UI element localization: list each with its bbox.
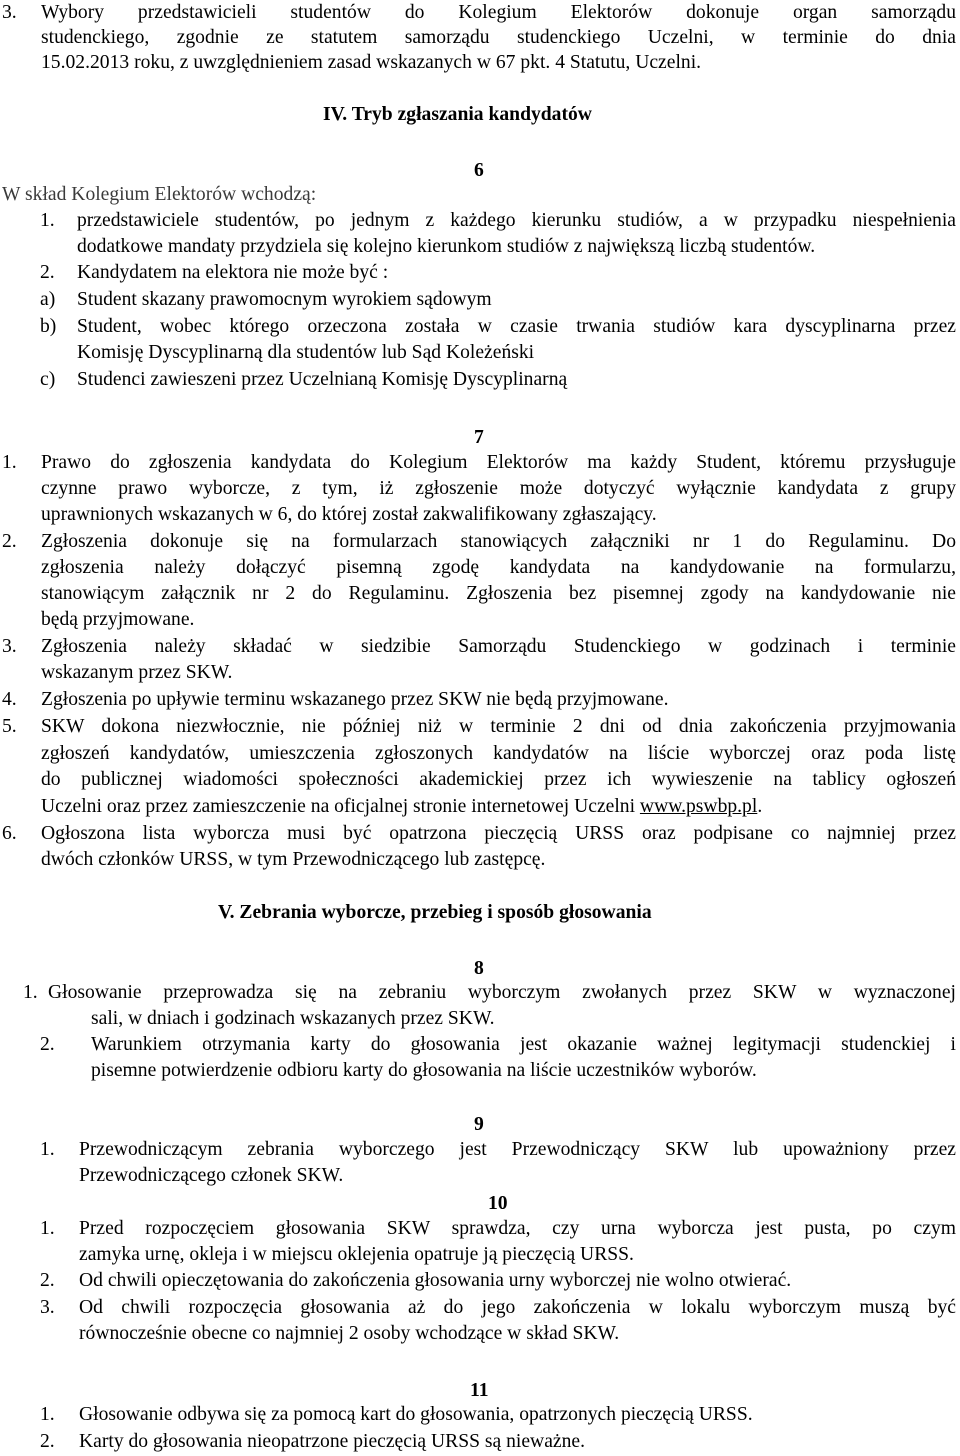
item-line: Głosowanie przeprowadza się na zebraniu wyborczym zwołanych przez SKW w wyznaczonej [48, 982, 956, 1003]
item-line: wskazanym przez SKW. [41, 662, 233, 683]
section-mark [464, 1110, 484, 1136]
item-line: Zgłoszenia po upływie terminu wskazanego przez SKW nie będą przyjmowane. [41, 689, 669, 710]
item-text: . [757, 796, 763, 817]
section-number: 8 [474, 958, 484, 979]
section-mark [460, 1376, 489, 1402]
subitem-letter: a) [40, 289, 56, 310]
item-number: 5. [2, 716, 17, 737]
item-line: Od chwili rozpoczęcia głosowania aż do jego zakończenia w lokalu wyborczym muszą być [79, 1297, 956, 1318]
point3-line: 15.02.2013 roku, z uwzględnieniem zasad wskazanych w 67 pkt. 4 Statutu, Uczelni. [41, 52, 702, 73]
item-line: Przewodniczącego członek SKW. [79, 1165, 344, 1186]
item-line: dwóch członków URSS, w tym Przewodniczącego lub zastępcę. [41, 849, 546, 870]
item-line: przedstawiciele studentów, po jednym z każdego kierunku studiów, a w przypadku niespełnienia [77, 210, 956, 231]
item-line: równocześnie obecne co najmniej 2 osoby wchodzące w skład SKW. [79, 1323, 620, 1344]
point3-line: studenckiego, zgodnie ze statutem samorządu studenckiego Uczelni, w terminie do dnia [41, 27, 956, 48]
website-link[interactable]: www.pswbp.pl [639, 796, 758, 817]
item-line: czynne prawo wyborcze, z tym, iż zgłoszenie może dotyczyć wyłącznie kandydata z grupy [41, 478, 956, 499]
item-number: 1. [40, 210, 55, 231]
item-line: do publicznej wiadomości społeczności akademickiej przez ich wywieszenie na tablicy ogłoszeń [41, 769, 956, 790]
section-mark [464, 423, 484, 449]
item-line: uprawnionych wskazanych w 6, do której został zakwalifikowany zgłaszający. [41, 504, 657, 525]
item-line [41, 794, 762, 820]
item-line: zamyka urnę, okleja i w miejscu oklejenia opatruje ją pieczęcią URSS. [79, 1244, 634, 1265]
item-line: Ogłoszona lista wyborcza musi być opatrzona pieczęcią URSS oraz podpisane co najmniej przez [41, 823, 956, 844]
point-number: 3. [2, 2, 17, 23]
item-number: 1. [40, 1139, 55, 1160]
item-text: Uczelni oraz przez zamieszczenie na oficjalnej stronie internetowej Uczelni [41, 796, 640, 817]
item-line: dodatkowe mandaty przydziela się kolejno kierunkom studiów z największą liczbą studentów. [77, 236, 816, 257]
item-line: Warunkiem otrzymania karty do głosowania jest okazanie ważnej legitymacji studenckiej i [91, 1034, 956, 1055]
item-line: Zgłoszenia dokonuje się na formularzach stanowiących załączniki nr 1 do Regulaminu. Do [41, 531, 956, 552]
item-line: Zgłoszenia należy składać w siedzibie Samorządu Studenckiego w godzinach i terminie [41, 636, 956, 657]
item-line: Przed rozpoczęciem głosowania SKW sprawdza, czy urna wyborcza jest pusta, po czym [79, 1218, 956, 1239]
item-number: 1. [40, 1218, 55, 1239]
section-number: 6 [474, 160, 484, 181]
item-line: Kandydatem na elektora nie może być : [77, 262, 389, 283]
item-line: zgłoszeń kandydatów, umieszczenia zgłoszonych kandydatów na liście wyborczej oraz poda listę [41, 743, 956, 764]
item-line: stanowiącym załącznik nr 2 do Regulaminu. Zgłoszenia bez pisemnej zgody na kandydowanie nie [41, 583, 956, 604]
point3-line: Wybory przedstawicieli studentów do Kolegium Elektorów dokonuje organ samorządu [41, 2, 956, 23]
item-line: zgłoszenia należy dołączyć pisemną zgodę kandydata na kandydowanie na formularzu, [41, 557, 956, 578]
subitem-letter: c) [40, 369, 56, 390]
item-line: sali, w dniach i godzinach wskazanych przez SKW. [91, 1008, 495, 1029]
item-line: Prawo do zgłoszenia kandydata do Kolegium Elektorów ma każdy Student, któremu przysługuje [41, 452, 956, 473]
section-number: 9 [474, 1114, 484, 1135]
section-mark [464, 156, 484, 182]
item-number: 2. [40, 1034, 55, 1055]
subitem-line: Student skazany prawomocnym wyrokiem sądowym [77, 289, 492, 310]
subitem-line: Student, wobec którego orzeczona została w czasie trwania studiów kara dyscyplinarna przez [77, 316, 956, 337]
section-number: 11 [470, 1380, 489, 1401]
item-number: 4. [2, 689, 17, 710]
item-number: 3. [2, 636, 17, 657]
item-line: pisemne potwierdzenie odbioru karty do głosowania na liście uczestników wyborów. [91, 1060, 757, 1081]
item-number: 6. [2, 823, 17, 844]
section-intro: W skład Kolegium Elektorów wchodzą: [2, 184, 317, 205]
item-line: Karty do głosowania nieopatrzone pieczęcią URSS są nieważne. [79, 1431, 585, 1452]
item-number: 2. [40, 1270, 55, 1291]
item-line: Od chwili opieczętowania do zakończenia głosowania urny wyborczej nie wolno otwierać. [79, 1270, 792, 1291]
item-number: 1. [2, 452, 17, 473]
section-mark [464, 954, 484, 980]
item-number: 3. [40, 1297, 55, 1318]
subitem-line: Komisję Dyscyplinarną dla studentów lub Sąd Koleżeński [77, 342, 535, 363]
item-line: będą przyjmowane. [41, 609, 195, 630]
item-number: 2. [40, 1431, 55, 1452]
item-line: Przewodniczącym zebrania wyborczego jest Przewodniczący SKW lub upoważniony przez [79, 1139, 956, 1160]
section-number: 10 [488, 1193, 508, 1214]
chapter-heading: IV. Tryb zgłaszania kandydatów [323, 104, 592, 125]
chapter-heading: V. Zebrania wyborcze, przebieg i sposób głosowania [218, 902, 652, 923]
item-number: 1. [40, 1404, 55, 1425]
section-number: 7 [474, 427, 484, 448]
item-number: 2. [40, 262, 55, 283]
item-line: SKW dokona niezwłocznie, nie później niż w terminie 2 dni od dnia zakończenia przyjmowania [41, 716, 956, 737]
section-mark [478, 1189, 508, 1215]
subitem-line: Studenci zawieszeni przez Uczelnianą Komisję Dyscyplinarną [77, 369, 568, 390]
item-line: Głosowanie odbywa się za pomocą kart do głosowania, opatrzonych pieczęcią URSS. [79, 1404, 753, 1425]
item-number: 1. [23, 982, 38, 1003]
item-number: 2. [2, 531, 17, 552]
subitem-letter: b) [40, 316, 57, 337]
